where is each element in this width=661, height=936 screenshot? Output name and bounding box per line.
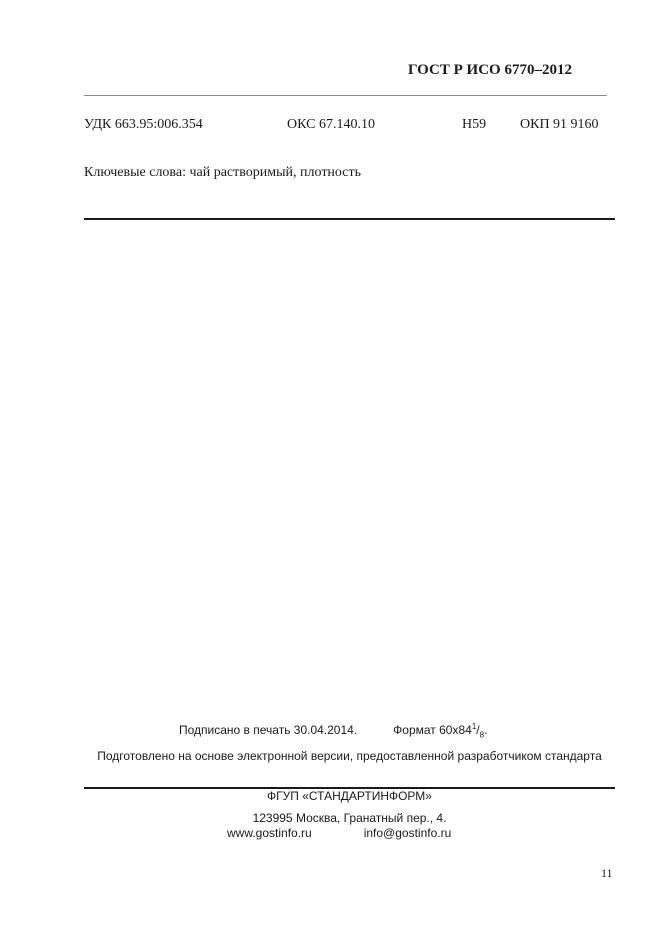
header-divider (84, 95, 607, 96)
format-suffix: . (484, 723, 488, 737)
okstu-code: Н59 (462, 117, 487, 132)
signed-date: Подписано в печать 30.04.2014. (179, 723, 358, 737)
email-link[interactable]: info@gostinfo.ru (363, 826, 452, 840)
oks-code: ОКС 67.140.10 (287, 117, 375, 132)
website-link[interactable]: www.gostinfo.ru (227, 826, 312, 840)
okp-code: ОКП 91 9160 (520, 117, 599, 132)
udk-code: УДК 663.95:006.354 (84, 117, 203, 132)
publisher-name: ФГУП «СТАНДАРТИНФОРМ» (267, 789, 432, 803)
publisher-contacts (227, 826, 451, 840)
format-prefix: Формат 60x84 (393, 723, 472, 737)
keywords-line: Ключевые слова: чай растворимый, плотность (84, 165, 361, 180)
format-denominator: 8 (479, 730, 485, 740)
page-number: 11 (601, 866, 613, 880)
publisher-address: 123995 Москва, Гранатный пер., 4. (252, 811, 447, 825)
prepared-note: Подготовлено на основе электронной версии, предоставленной разработчиком стандарта (97, 749, 602, 763)
keywords-divider (84, 218, 615, 220)
imprint-signed-format (179, 722, 487, 739)
document-number: ГОСТ Р ИСО 6770–2012 (408, 62, 572, 78)
format-numerator: 1 (471, 722, 477, 731)
format-slash: / (476, 723, 480, 737)
